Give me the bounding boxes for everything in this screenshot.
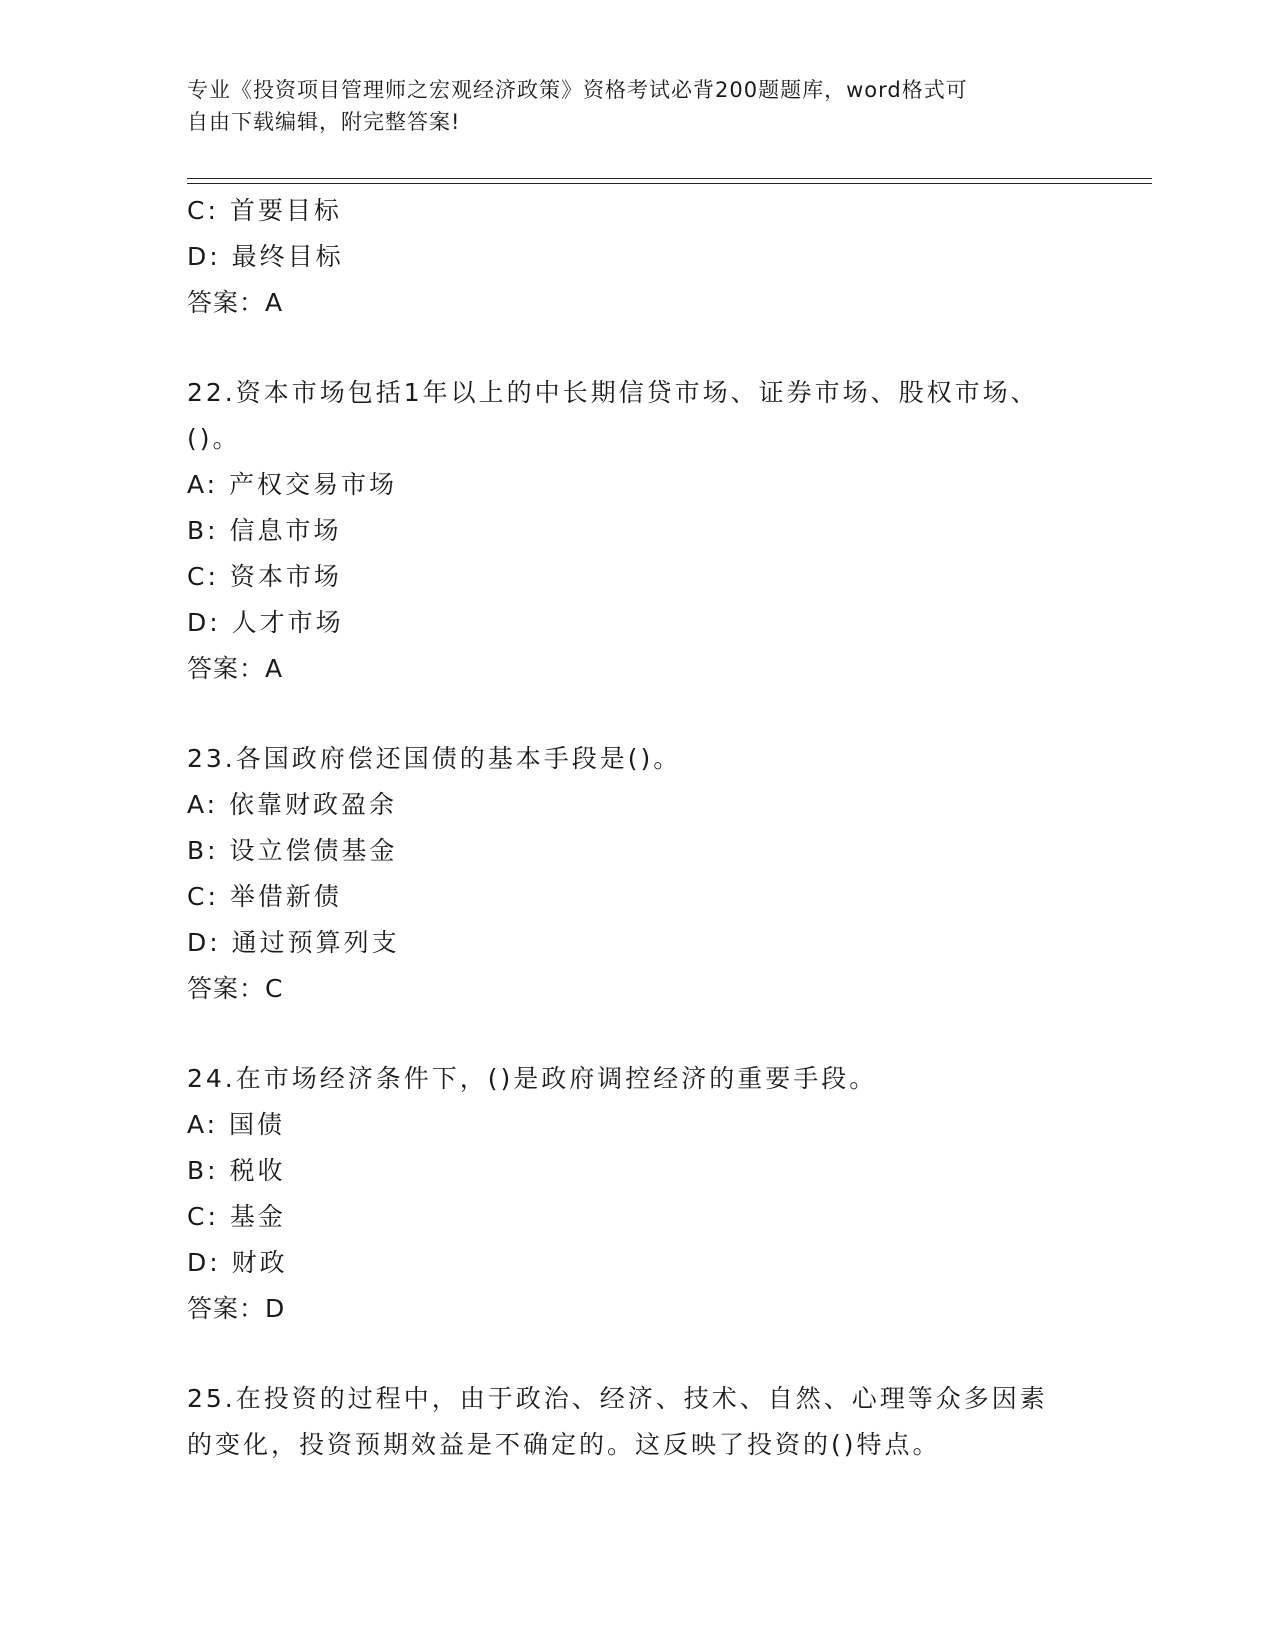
option-d: D: 人才市场 (187, 608, 344, 637)
question-text-line-2: ()。 (187, 424, 241, 453)
option-a: A: 国债 (187, 1110, 286, 1139)
option-d: D: 通过预算列支 (187, 928, 400, 957)
option-b: B: 税收 (187, 1156, 286, 1185)
document-header (187, 74, 1067, 138)
header-line-2: 自由下载编辑，附完整答案! (187, 110, 461, 134)
option-a: A: 依靠财政盈余 (187, 790, 398, 819)
header-line-1: 专业《投资项目管理师之宏观经济政策》资格考试必背200题题库，word格式可 (187, 78, 968, 102)
header-divider-bottom (187, 183, 1152, 184)
option-d: D: 财政 (187, 1248, 288, 1277)
answer-line: 答案：A (187, 654, 284, 683)
question-24 (187, 1056, 1087, 1332)
option-b: B: 设立偿债基金 (187, 836, 398, 865)
question-list (187, 188, 1087, 1468)
option-c: C: 首要目标 (187, 196, 342, 225)
question-text-line-1: 22.资本市场包括1年以上的中长期信贷市场、证券市场、股权市场、 (187, 378, 1039, 407)
question-25 (187, 1376, 1087, 1468)
question-21-tail (187, 188, 1087, 326)
option-b: B: 信息市场 (187, 516, 342, 545)
option-c: C: 举借新债 (187, 882, 342, 911)
question-text-line-1: 24.在市场经济条件下，()是政府调控经济的重要手段。 (187, 1064, 878, 1093)
question-text-line-1: 25.在投资的过程中，由于政治、经济、技术、自然、心理等众多因素 (187, 1384, 1048, 1413)
option-c: C: 资本市场 (187, 562, 342, 591)
question-22 (187, 370, 1087, 692)
option-d: D: 最终目标 (187, 242, 344, 271)
option-a: A: 产权交易市场 (187, 470, 398, 499)
option-c: C: 基金 (187, 1202, 286, 1231)
question-23 (187, 736, 1087, 1012)
header-divider-top (187, 178, 1152, 179)
question-text-line-2: 的变化，投资预期效益是不确定的。这反映了投资的()特点。 (187, 1430, 941, 1459)
answer-line: 答案：D (187, 1294, 286, 1323)
question-text-line-1: 23.各国政府偿还国债的基本手段是()。 (187, 744, 682, 773)
answer-line: 答案：A (187, 288, 284, 317)
answer-line: 答案：C (187, 974, 284, 1003)
